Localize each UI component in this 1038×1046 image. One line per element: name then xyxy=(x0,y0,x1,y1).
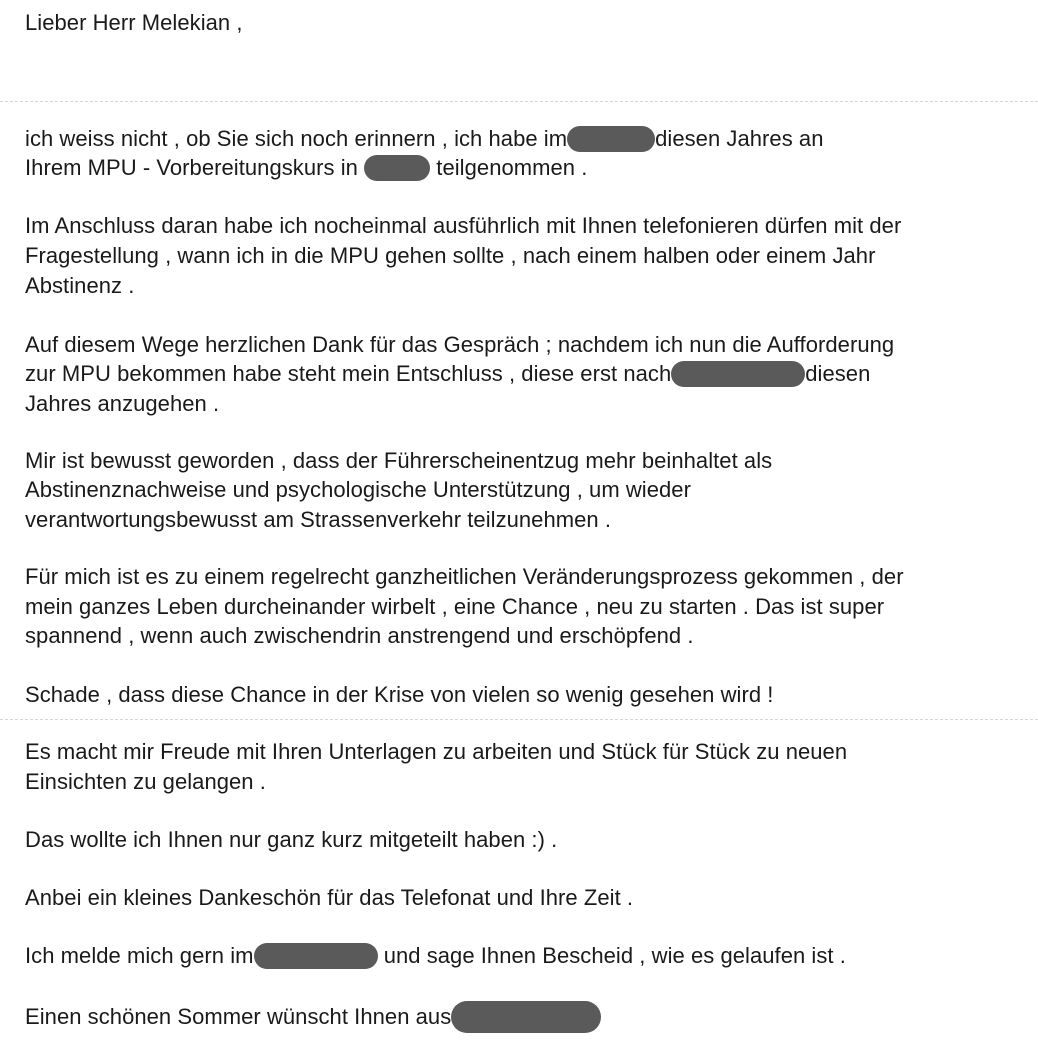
paragraph-2-line-3: Abstinenz . xyxy=(25,273,135,298)
paragraph-7-line-2: Einsichten zu gelangen . xyxy=(25,769,266,794)
text: diesen xyxy=(805,361,871,386)
text: und sage Ihnen Bescheid , wie es gelaufen ist . xyxy=(383,943,846,968)
text: zur MPU bekommen habe steht mein Entschluss , diese erst nach xyxy=(25,361,672,386)
closing-line xyxy=(25,1001,601,1033)
paragraph-8: Das wollte ich Ihnen nur ganz kurz mitgeteilt haben :) . xyxy=(25,827,558,852)
text: teilgenommen . xyxy=(436,155,588,180)
paragraph-4-line-2: Abstinenznachweise und psychologische Unterstützung , um wieder xyxy=(25,477,691,502)
paragraph-1-line-2 xyxy=(25,153,587,183)
text: Ich melde mich gern im xyxy=(25,943,254,968)
redaction-mark xyxy=(567,126,655,152)
redaction-mark xyxy=(671,361,805,387)
text: diesen Jahres an xyxy=(655,126,824,151)
text: ich weiss nicht , ob Sie sich noch erinnern , ich habe im xyxy=(25,126,568,151)
redaction-mark xyxy=(451,1001,601,1033)
paragraph-3-line-1: Auf diesem Wege herzlichen Dank für das Gespräch ; nachdem ich nun die Aufforderung xyxy=(25,332,895,357)
paragraph-4-line-1: Mir ist bewusst geworden , dass der Führerscheinentzug mehr beinhaltet als xyxy=(25,448,773,473)
paragraph-5-line-3: spannend , wenn auch zwischendrin anstrengend und erschöpfend . xyxy=(25,623,694,648)
paragraph-4-line-3: verantwortungsbewusst am Strassenverkehr teilzunehmen . xyxy=(25,507,612,532)
paragraph-7-line-1: Es macht mir Freude mit Ihren Unterlagen zu arbeiten und Stück für Stück zu neuen xyxy=(25,739,848,764)
text: Einen schönen Sommer wünscht Ihnen aus xyxy=(25,1004,452,1029)
fold-line xyxy=(0,101,1038,102)
paragraph-9: Anbei ein kleines Dankeschön für das Telefonat und Ihre Zeit . xyxy=(25,885,634,910)
text: Ihrem MPU - Vorbereitungskurs in xyxy=(25,155,358,180)
paragraph-3-line-2 xyxy=(25,359,870,389)
paragraph-6: Schade , dass diese Chance in der Krise von vielen so wenig gesehen wird ! xyxy=(25,682,774,707)
greeting: Lieber Herr Melekian , xyxy=(25,10,243,35)
paragraph-3-line-3: Jahres anzugehen . xyxy=(25,391,220,416)
paragraph-1-line-1 xyxy=(25,124,823,154)
paragraph-5-line-2: mein ganzes Leben durcheinander wirbelt , eine Chance , neu zu starten . Das ist super xyxy=(25,594,885,619)
paragraph-5-line-1: Für mich ist es zu einem regelrecht ganzheitlichen Veränderungsprozess gekommen , der xyxy=(25,564,904,589)
paragraph-2-line-2: Fragestellung , wann ich in die MPU gehen sollte , nach einem halben oder einem Jahr xyxy=(25,243,876,268)
fold-line xyxy=(0,719,1038,720)
redaction-mark xyxy=(364,155,430,181)
redaction-mark xyxy=(254,943,378,969)
paragraph-10 xyxy=(25,941,846,971)
paragraph-2-line-1: Im Anschluss daran habe ich nocheinmal ausführlich mit Ihnen telefonieren dürfen mit der xyxy=(25,213,902,238)
